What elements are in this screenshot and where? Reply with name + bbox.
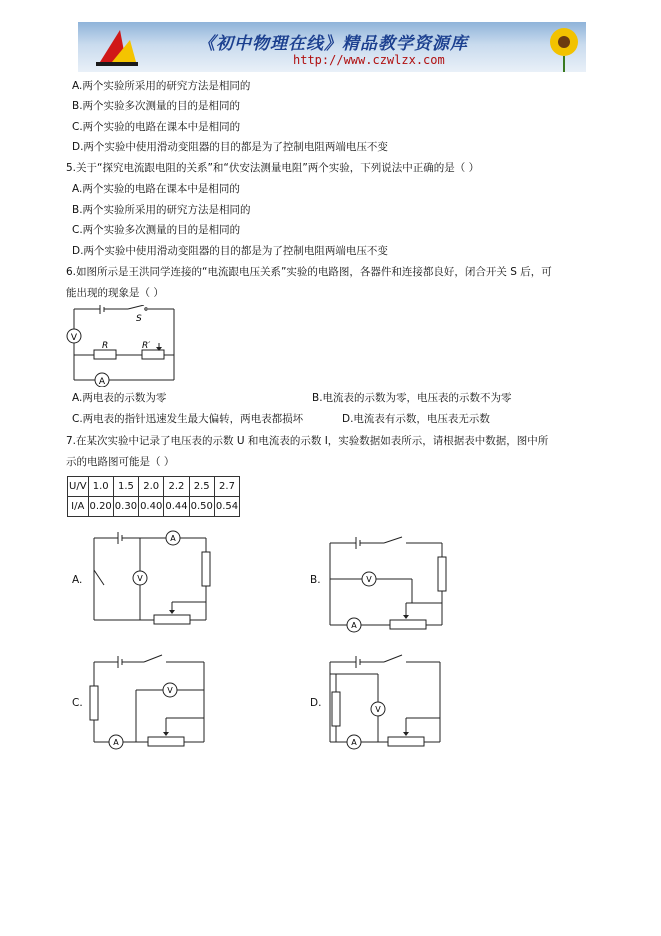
q6-option-d: D.电流表有示数，电压表无示数 xyxy=(342,413,490,425)
q6-fig-ammeter-label: A xyxy=(98,377,106,387)
q5-option-b: B.两个实验所采用的研究方法是相同的 xyxy=(72,204,251,216)
table-cell: 1.0 xyxy=(88,477,113,497)
q6-fig-voltmeter-label: V xyxy=(70,333,78,343)
q6-option-c: C.两电表的指针迅速发生最大偏转，两电表都损坏 xyxy=(72,413,304,425)
q7-circuit-d xyxy=(322,652,452,752)
header-banner xyxy=(78,22,586,72)
ammeter-label: A xyxy=(351,738,357,747)
q4-option-c: C.两个实验的电路在课本中是相同的 xyxy=(72,121,241,133)
q5-stem: 5.关于“探究电流跟电阻的关系”和“伏安法测量电阻”两个实验，下列说法中正确的是（ ） xyxy=(66,162,480,174)
ammeter-label: A xyxy=(113,738,119,747)
q4-option-a: A.两个实验所采用的研究方法是相同的 xyxy=(72,80,251,92)
banner-title: 《初中物理在线》精品教学资源库 xyxy=(198,34,468,54)
table-row xyxy=(68,477,240,497)
table-header-cell: U/V xyxy=(68,477,89,497)
q6-circuit-diagram xyxy=(62,305,182,387)
q7-choice-d-label: D. xyxy=(310,697,322,709)
ammeter-label: A xyxy=(170,534,176,543)
q4-option-d: D.两个实验中使用滑动变阻器的目的都是为了控制电阻两端电压不变 xyxy=(72,141,388,153)
q6-stem-line2: 能出现的现象是（ ） xyxy=(66,287,164,299)
q7-choice-b-label: B. xyxy=(310,574,321,586)
q7-circuit-a xyxy=(88,530,218,630)
table-header-cell: I/A xyxy=(68,497,89,517)
banner-url: http://www.czwlzx.com xyxy=(293,53,445,67)
q6-fig-resistor-label: R xyxy=(102,341,109,351)
q7-choice-a-label: A. xyxy=(72,574,83,586)
logo-icon xyxy=(86,22,146,72)
table-cell: 0.20 xyxy=(88,497,113,517)
q5-option-c: C.两个实验多次测量的目的是相同的 xyxy=(72,224,241,236)
q7-choice-c-label: C. xyxy=(72,697,83,709)
table-cell: 0.30 xyxy=(113,497,138,517)
ammeter-label: A xyxy=(351,621,357,630)
voltmeter-label: V xyxy=(366,575,372,584)
table-cell: 0.44 xyxy=(164,497,189,517)
q7-stem-line1: 7.在某次实验中记录了电压表的示数 U 和电流表的示数 I，实验数据如表所示，请根据表中数据，图中所 xyxy=(66,435,549,447)
q7-data-table xyxy=(67,476,240,517)
table-cell: 0.50 xyxy=(189,497,214,517)
table-cell: 2.2 xyxy=(164,477,189,497)
table-cell: 1.5 xyxy=(113,477,138,497)
table-row xyxy=(68,497,240,517)
sunflower-icon xyxy=(542,22,582,72)
q7-circuit-c xyxy=(86,652,216,752)
table-cell: 0.54 xyxy=(214,497,239,517)
q6-option-b: B.电流表的示数为零，电压表的示数不为零 xyxy=(312,392,512,404)
table-cell: 2.5 xyxy=(189,477,214,497)
voltmeter-label: V xyxy=(137,574,143,583)
q7-circuit-b xyxy=(322,533,457,633)
q5-option-d: D.两个实验中使用滑动变阻器的目的都是为了控制电阻两端电压不变 xyxy=(72,245,388,257)
table-cell: 0.40 xyxy=(139,497,164,517)
voltmeter-label: V xyxy=(167,686,173,695)
q6-option-a: A.两电表的示数为零 xyxy=(72,392,167,404)
voltmeter-label: V xyxy=(375,705,381,714)
q7-stem-line2: 示的电路图可能是（ ） xyxy=(66,456,175,468)
q4-option-b: B.两个实验多次测量的目的是相同的 xyxy=(72,100,241,112)
q5-option-a: A.两个实验的电路在课本中是相同的 xyxy=(72,183,240,195)
q6-fig-switch-label: S xyxy=(136,314,142,324)
q6-fig-rheostat-label: R′ xyxy=(142,341,151,351)
q6-stem-line1: 6.如图所示是王洪同学连接的“电流跟电压关系”实验的电路图，各器件和连接都良好，闭合开关 S 后，可 xyxy=(66,266,552,278)
table-cell: 2.7 xyxy=(214,477,239,497)
table-cell: 2.0 xyxy=(139,477,164,497)
